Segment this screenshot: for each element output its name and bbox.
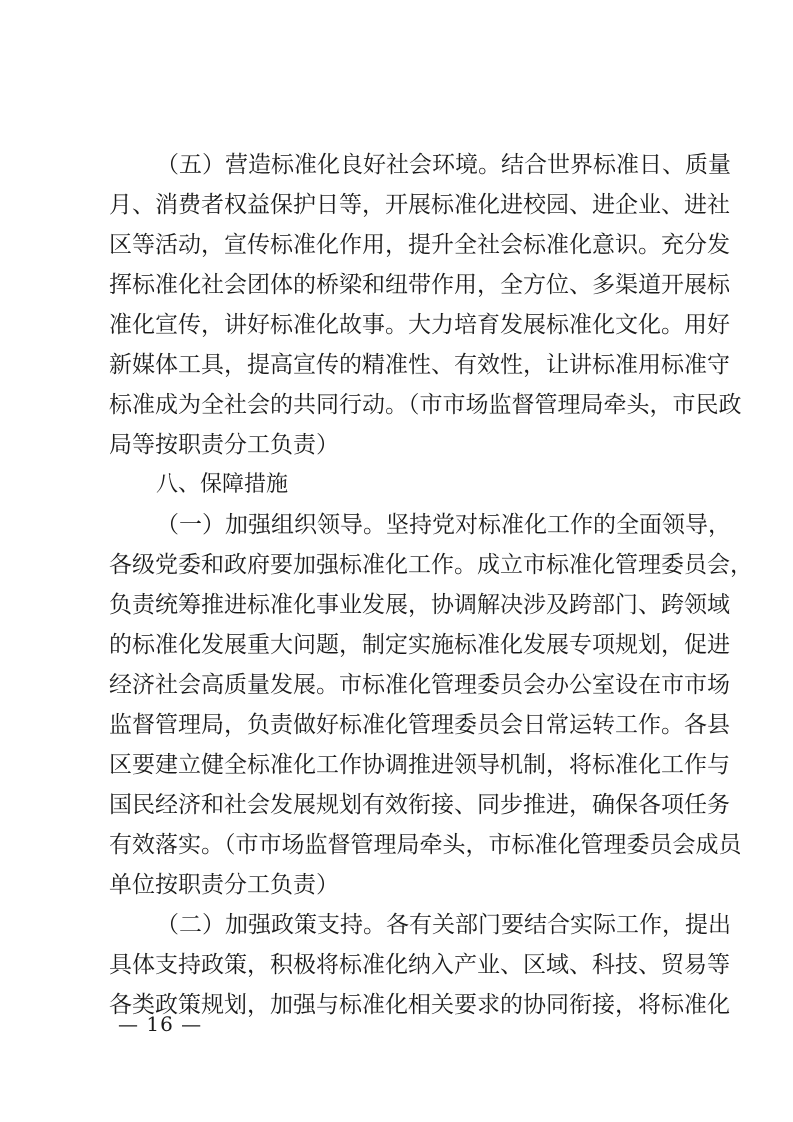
paragraph-line: 新媒体工具，提高宣传的精准性、有效性，让讲标准用标准守 <box>109 352 730 378</box>
paragraph-line: 区要建立健全标准化工作协调推进领导机制，将标准化工作与 <box>109 752 730 778</box>
paragraph-line: 负责统筹推进标准化事业发展，协调解决涉及跨部门、跨领域 <box>109 592 730 618</box>
paragraph-line: 挥标准化社会团体的桥梁和纽带作用，全方位、多渠道开展标 <box>109 272 730 298</box>
paragraph-line: 局等按职责分工负责） <box>109 432 339 458</box>
paragraph-line: 经济社会高质量发展。市标准化管理委员会办公室设在市市场 <box>109 672 730 698</box>
paragraph-line: 监督管理局，负责做好标准化管理委员会日常运转工作。各县 <box>109 712 730 738</box>
paragraph-line: （五）营造标准化良好社会环境。结合世界标准日、质量 <box>156 152 731 178</box>
paragraph-line: 的标准化发展重大问题，制定实施标准化发展专项规划，促进 <box>109 632 730 658</box>
paragraph-line: （一）加强组织领导。坚持党对标准化工作的全面领导， <box>156 512 731 538</box>
paragraph-line: （二）加强政策支持。各有关部门要结合实际工作，提出 <box>156 912 731 938</box>
section-heading: 八、保障措施 <box>156 472 289 497</box>
paragraph-line: 具体支持政策，积极将标准化纳入产业、区域、科技、贸易等 <box>109 952 730 978</box>
paragraph-line: 单位按职责分工负责） <box>109 872 339 898</box>
paragraph-line: 区等活动，宣传标准化作用，提升全社会标准化意识。充分发 <box>109 232 730 258</box>
paragraph-line: 标准成为全社会的共同行动。（市市场监督管理局牵头，市民政 <box>109 392 742 418</box>
paragraph-line: 准化宣传，讲好标准化故事。大力培育发展标准化文化。用好 <box>109 312 730 338</box>
paragraph-line: 各级党委和政府要加强标准化工作。成立市标准化管理委员会， <box>109 552 753 578</box>
paragraph-line: 各类政策规划，加强与标准化相关要求的协同衔接，将标准化 <box>109 992 730 1018</box>
paragraph-line: 月、消费者权益保护日等，开展标准化进校园、进企业、进社 <box>109 192 730 218</box>
page-number: — 16 — <box>118 1012 203 1036</box>
paragraph-line: 国民经济和社会发展规划有效衔接、同步推进，确保各项任务 <box>109 792 730 818</box>
paragraph-line: 有效落实。（市市场监督管理局牵头，市标准化管理委员会成员 <box>109 832 742 858</box>
